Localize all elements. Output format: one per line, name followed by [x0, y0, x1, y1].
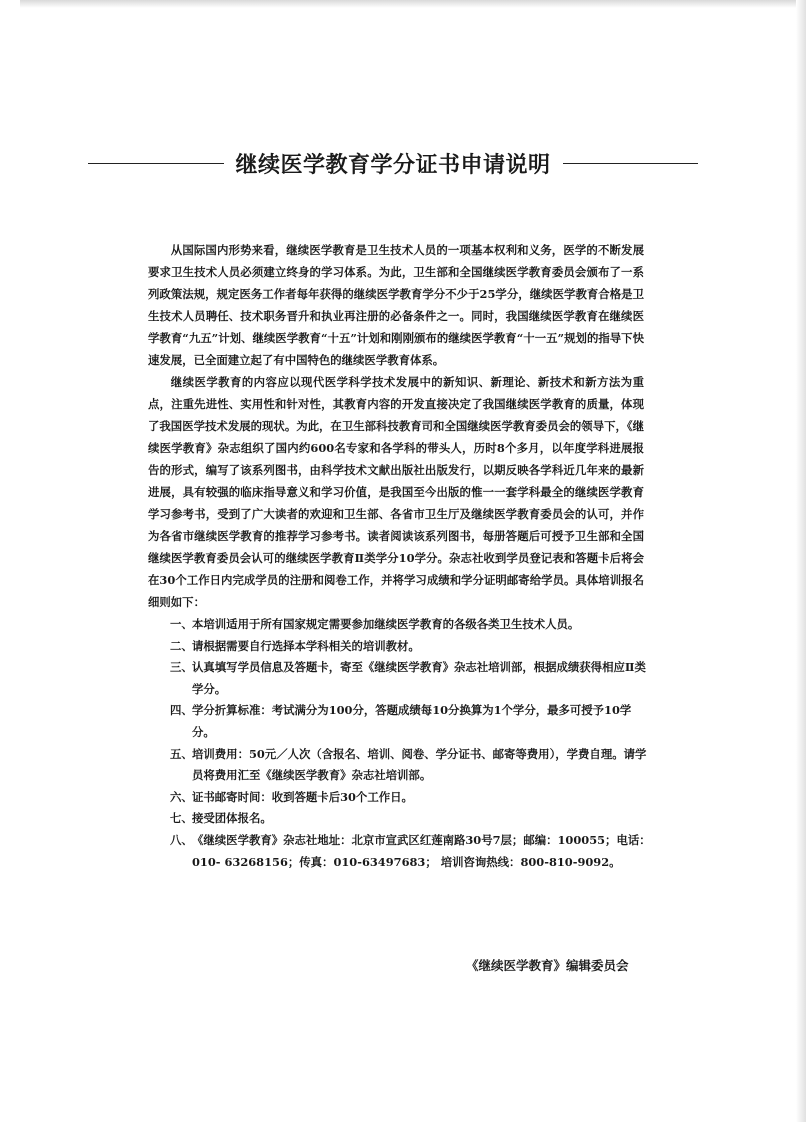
title-rule-right [563, 163, 699, 164]
list-item-number: 六、 [170, 789, 193, 804]
paragraph-2: 继续医学教育的内容应以现代医学科学技术发展中的新知识、新理论、新技术和新方法为重点，注重先进性、实用性和针对性，其教育内容的开发直接决定了我国继续医学教育的质量，体现了我国医学技术发展的现状。为此，在卫生部科技教育司和全国继续医学教育委员会的领导下，《继续医学教育》杂志组织了国内约600名专家和各学科的带头人，历时8个多月，以年度学科进展报告的形式，编写了该系列图书，由科学技术文献出版社出版发行，以期反映各学科近几年来的最新进展，具有较强的临床指导意义和学习价值，是我国至今出版的惟一一套学科最全的继续医学教育学习参考书，受到了广大读者的欢迎和卫生部、各省市卫生厅及继续医学教育委员会的认可，并作为各省市继续医学教育的推荐学习参考书。读者阅读该系列图书，每册答题后可授予卫生部和全国继续医学教育委员会认可的继续医学教育Ⅱ类学分10学分。杂志社收到学员登记表和答题卡后将会在30个工作日内完成学员的注册和阅卷工作，并将学习成绩和学分证明邮寄给学员。具体培训报名细则如下： [148, 375, 644, 609]
list-item-text: 《继续医学教育》杂志社地址：北京市宣武区红莲南路30号7层；邮编：100055；电话：010- 63268156；传真：010-63497683； 培训咨询热线：800-810-9092。 [192, 832, 651, 869]
list-item [170, 830, 652, 873]
title-rule-left [88, 163, 224, 164]
list-item [170, 657, 652, 700]
list-item-number: 七、 [170, 811, 193, 826]
scan-shadow-top [20, 0, 806, 8]
list-item [170, 614, 652, 636]
list-item-number: 四、 [170, 703, 193, 718]
list-item [170, 700, 652, 743]
list-item [170, 744, 652, 787]
list-item-number: 五、 [170, 746, 193, 761]
scan-shadow-right [796, 0, 806, 1122]
list-item-text: 接受团体报名。 [192, 811, 272, 826]
body-text [148, 239, 644, 613]
list-item-number: 一、 [170, 617, 193, 631]
paragraph-1: 从国际国内形势来看，继续医学教育是卫生技术人员的一项基本权利和义务，医学的不断发展要求卫生技术人员必须建立终身的学习体系。为此，卫生部和全国继续医学教育委员会颁布了一系列政策法规，规定医务工作者每年获得的继续医学教育学分不少于25学分，继续医学教育合格是卫生技术人员聘任、技术职务晋升和执业再注册的必备条件之一。同时，我国继续医学教育在继续医学教育“九五”计划、继续医学教育“十五”计划和刚刚颁布的继续医学教育“十一五”规划的指导下快速发展，已全面建立起了有中国特色的继续医学教育体系。 [148, 243, 644, 367]
list-item-text: 请根据需要自行选择本学科相关的培训教材。 [192, 638, 420, 653]
page-title: 继续医学教育学分证书申请说明 [235, 152, 551, 178]
list-item-number: 三、 [170, 660, 193, 675]
list-item-number: 二、 [170, 638, 193, 653]
list-item-text: 本培训适用于所有国家规定需要参加继续医学教育的各级各类卫生技术人员。 [192, 617, 580, 631]
list-item-text: 学分折算标准：考试满分为100分，答题成绩每10分换算为1个学分，最多可授予10学分。 [192, 703, 632, 739]
list-item-number: 八、 [170, 832, 193, 847]
list-item [170, 636, 652, 658]
rules-list [170, 614, 652, 873]
list-item [170, 808, 652, 830]
list-item-text: 认真填写学员信息及答题卡，寄至《继续医学教育》杂志社培训部，根据成绩获得相应Ⅱ类学分。 [192, 660, 646, 696]
list-item-text: 证书邮寄时间：收到答题卡后30个工作日。 [192, 789, 413, 804]
signature: 《继续医学教育》编辑委员会 [466, 958, 629, 973]
list-item-text: 培训费用：50元／人次（含报名、培训、阅卷、学分证书、邮寄等费用），学费自理。请学员将费用汇至《继续医学教育》杂志社培训部。 [192, 746, 647, 783]
title-row [88, 146, 698, 180]
list-item [170, 787, 652, 809]
